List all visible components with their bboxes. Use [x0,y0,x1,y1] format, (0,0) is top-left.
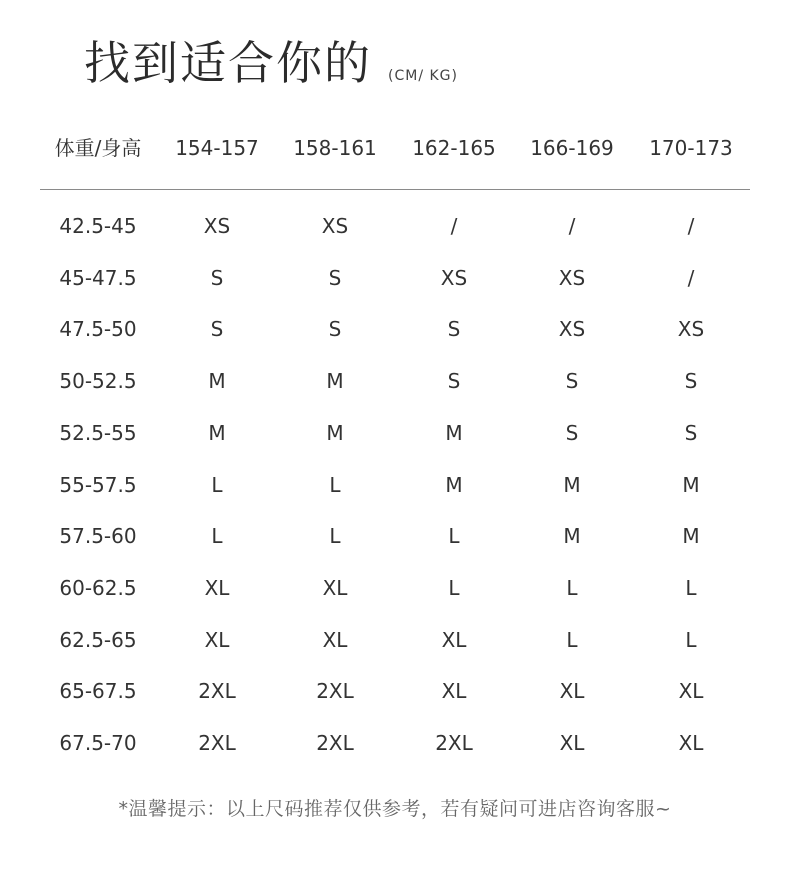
size-cell: 2XL [198,679,236,703]
size-cell: XL [441,679,467,703]
header-cell: 体重/身高 [54,136,142,160]
size-cell: S [328,266,342,290]
size-cell: L [211,524,223,548]
weight-cell: 57.5-60 [59,524,137,548]
size-cell: XL [678,679,704,703]
size-cell: / [450,214,458,238]
weight-cell: 42.5-45 [59,214,137,238]
size-cell: S [447,369,461,393]
size-cell: XL [678,731,704,755]
size-cell: / [687,214,695,238]
size-cell: M [682,473,700,497]
header-row [0,130,790,166]
size-cell: S [565,421,579,445]
weight-cell: 55-57.5 [59,473,137,497]
size-cell: 2XL [198,731,236,755]
size-cell: L [448,576,460,600]
table-row [0,725,790,761]
size-cell: M [445,421,463,445]
table-row [0,311,790,347]
size-cell: S [447,317,461,341]
weight-cell: 45-47.5 [59,266,137,290]
table-row [0,467,790,503]
size-cell: XL [204,628,230,652]
size-cell: / [568,214,576,238]
unit-label: (CM/ KG) [388,68,458,84]
size-cell: M [445,473,463,497]
page-title: 找到适合你的 [84,36,372,90]
size-cell: S [684,369,698,393]
weight-cell: 65-67.5 [59,679,137,703]
size-cell: L [211,473,223,497]
weight-cell: 52.5-55 [59,421,137,445]
size-cell: S [328,317,342,341]
header-cell: 154-157 [175,136,259,160]
size-cell: 2XL [316,731,354,755]
size-cell: 2XL [316,679,354,703]
size-cell: L [566,576,578,600]
table-row [0,518,790,554]
weight-cell: 50-52.5 [59,369,137,393]
weight-cell: 62.5-65 [59,628,137,652]
size-cell: M [563,473,581,497]
header-cell: 170-173 [649,136,733,160]
size-cell: S [210,317,224,341]
size-cell: XS [321,214,349,238]
size-cell: M [326,421,344,445]
table-row [0,673,790,709]
size-cell: / [687,266,695,290]
header-cell: 166-169 [530,136,614,160]
size-cell: S [565,369,579,393]
size-cell: XL [204,576,230,600]
header-cell: 158-161 [293,136,377,160]
table-row [0,622,790,658]
size-cell: XL [559,679,585,703]
header-divider [40,189,750,190]
size-cell: L [685,628,697,652]
size-cell: L [329,473,341,497]
size-cell: XS [558,266,586,290]
size-cell: M [208,369,226,393]
size-cell: L [329,524,341,548]
size-cell: XS [558,317,586,341]
table-row [0,208,790,244]
weight-cell: 47.5-50 [59,317,137,341]
size-cell: XS [677,317,705,341]
size-cell: S [210,266,224,290]
size-cell: XL [322,628,348,652]
size-cell: M [208,421,226,445]
size-cell: M [326,369,344,393]
size-cell: L [685,576,697,600]
size-cell: XS [203,214,231,238]
size-cell: XL [559,731,585,755]
size-cell: L [566,628,578,652]
table-row [0,415,790,451]
size-cell: XL [441,628,467,652]
size-cell: M [563,524,581,548]
size-cell: XL [322,576,348,600]
size-cell: 2XL [435,731,473,755]
header-cell: 162-165 [412,136,496,160]
size-cell: XS [440,266,468,290]
table-row [0,570,790,606]
size-cell: M [682,524,700,548]
table-row [0,260,790,296]
weight-cell: 60-62.5 [59,576,137,600]
size-cell: S [684,421,698,445]
weight-cell: 67.5-70 [59,731,137,755]
size-cell: L [448,524,460,548]
footnote: *温馨提示：以上尺码推荐仅供参考，若有疑问可进店咨询客服~ [118,798,672,820]
table-row [0,363,790,399]
